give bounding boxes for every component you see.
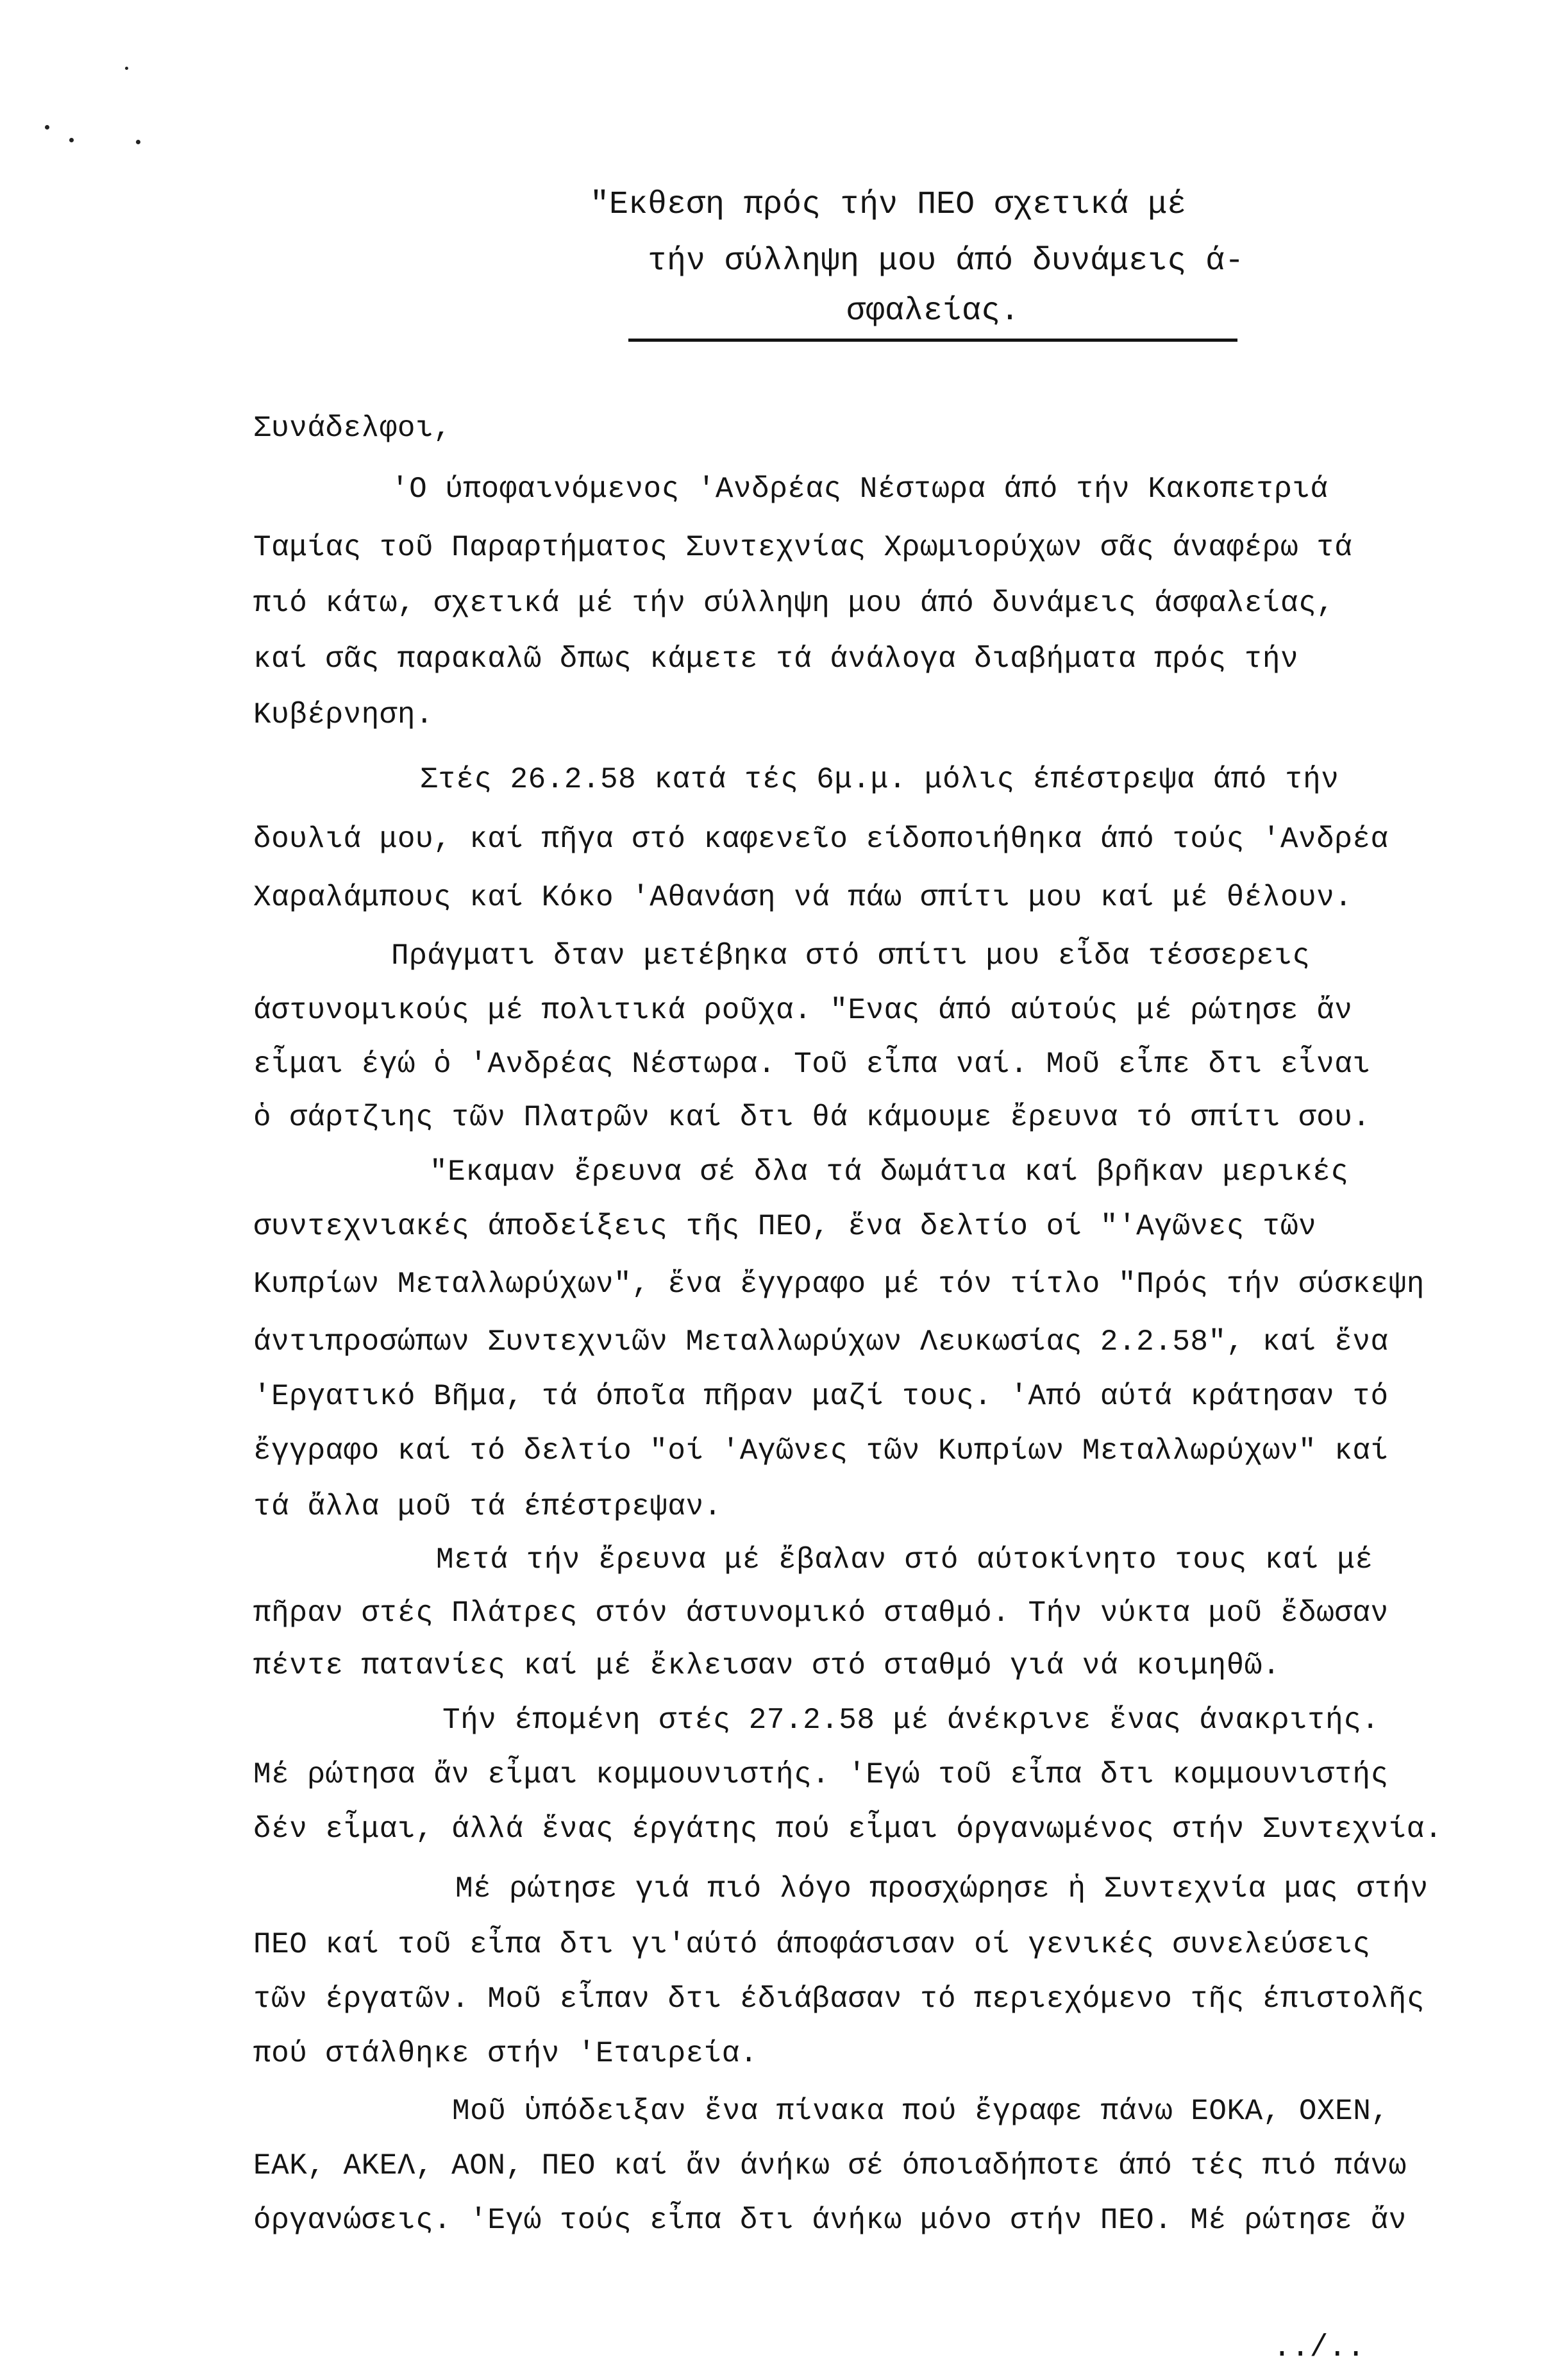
body-line: τῶν έργατῶν. Μοῦ εἶπαν δτι έδιάβασαν τό περιεχόμενο τῆς έπιστολῆς (253, 1982, 1425, 2016)
title-underline (628, 339, 1237, 342)
body-line: εἶμαι έγώ ὁ 'Ανδρέας Νέστωρα. Τοῦ εἶπα ναί. Μοῦ εἶπε δτι εἶναι (253, 1048, 1371, 1081)
body-line: Πράγματι δταν μετέβηκα στό σπίτι μου εἶδα τέσσερεις (391, 939, 1311, 973)
body-line: Κυπρίων Μεταλλωρύχων", ἕνα ἔγγραφο μέ τόν τίτλο "Πρός τήν σύσκεψη (253, 1268, 1425, 1301)
scan-speck (136, 140, 140, 144)
body-line: ὁ σάρτζιης τῶν Πλατρῶν καί δτι θά κάμουμε ἔρευνα τό σπίτι σου. (253, 1101, 1371, 1134)
body-line: άστυνομικούς μέ πολιτικά ροῦχα. "Ενας άπό αύτούς μέ ρώτησε ἄν (253, 994, 1353, 1027)
scan-speck (125, 67, 128, 70)
body-line: Κυβέρνηση. (253, 698, 434, 732)
body-line: Στές 26.2.58 κατά τές 6μ.μ. μόλις έπέστρεψα άπό τήν (420, 763, 1339, 796)
body-line: 'Εργατικό Βῆμα, τά όποῖα πῆραν μαζί τους. 'Από αύτά κράτησαν τό (253, 1380, 1389, 1413)
scan-speck (69, 138, 74, 142)
body-line: Τήν έπομένη στές 27.2.58 μέ άνέκρινε ἕνας άνακριτής. (442, 1704, 1380, 1737)
body-line: πέντε πατανίες καί μέ ἔκλεισαν στό σταθμό γιά νά κοιμηθῶ. (253, 1649, 1280, 1682)
report-title-line-2: τήν σύλληψη μου άπό δυνάμεις ά- (648, 243, 1245, 280)
body-line: δέν εἶμαι, άλλά ἕνας έργάτης πού εἶμαι όργανωμένος στήν Συντεχνία. (253, 1813, 1443, 1846)
body-line: ἔγγραφο καί τό δελτίο "οί 'Αγῶνες τῶν Κυπρίων Μεταλλωρύχων" καί (253, 1434, 1389, 1468)
body-line: Ταμίας τοῦ Παραρτήματος Συντεχνίας Χρωμιορύχων σᾶς άναφέρω τά (253, 531, 1353, 564)
scan-speck (45, 125, 49, 130)
body-line: τά ἄλλα μοῦ τά έπέστρεψαν. (253, 1490, 722, 1523)
body-line: "Εκαμαν ἔρευνα σέ δλα τά δωμάτια καί βρῆκαν μερικές (430, 1155, 1349, 1189)
body-line: πῆραν στές Πλάτρες στόν άστυνομικό σταθμό. Τήν νύκτα μοῦ ἔδωσαν (253, 1596, 1389, 1630)
body-line: 'Ο ύποφαινόμενος 'Ανδρέας Νέστωρα άπό τήν Κακοπετριά (391, 473, 1329, 506)
body-line: συντεχνιακές άποδείξεις τῆς ΠΕΟ, ἕνα δελτίο οί "'Αγῶνες τῶν (253, 1210, 1317, 1243)
salutation: Συνάδελφοι, (253, 412, 452, 445)
body-line: πού στάλθηκε στήν 'Εταιρεία. (253, 2037, 758, 2070)
body-line: Μέ ρώτησε γιά πιό λόγο προσχώρησε ἡ Συντεχνία μας στήν (455, 1872, 1429, 1906)
body-line: όργανώσεις. 'Εγώ τούς εἶπα δτι άνήκω μόνο στήν ΠΕΟ. Μέ ρώτησε ἄν (253, 2204, 1407, 2237)
body-line: ΠΕΟ καί τοῦ εἶπα δτι γι'αύτό άποφάσισαν οί γενικές συνελεύσεις (253, 1928, 1371, 1961)
report-title-line-3: σφαλείας. (846, 293, 1020, 330)
body-line: Μοῦ ὑπόδειξαν ἕνα πίνακα πού ἔγραφε πάνω ΕΟΚΑ, ΟΧΕΝ, (452, 2095, 1389, 2128)
body-line: Μέ ρώτησα ἄν εἶμαι κομμουνιστής. 'Εγώ τοῦ εἶπα δτι κομμουνιστής (253, 1758, 1389, 1791)
report-title-line-1: "Εκθεση πρός τήν ΠΕΟ σχετικά μέ (590, 187, 1187, 223)
body-line: άντιπροσώπων Συντεχνιῶν Μεταλλωρύχων Λευκωσίας 2.2.58", καί ἕνα (253, 1325, 1389, 1359)
body-line: Χαραλάμπους καί Κόκο 'Αθανάση νά πάω σπίτι μου καί μέ θέλουν. (253, 881, 1353, 914)
continuation-mark: ../.. (1273, 2331, 1366, 2365)
body-line: καί σᾶς παρακαλῶ δπως κάμετε τά άνάλογα διαβήματα πρός τήν (253, 642, 1299, 676)
body-line: Μετά τήν ἔρευνα μέ ἔβαλαν στό αύτοκίνητο τους καί μέ (436, 1543, 1373, 1577)
body-line: ΕΑΚ, ΑΚΕΛ, ΑΟΝ, ΠΕΟ καί ἄν άνήκω σέ όποιαδήποτε άπό τές πιό πάνω (253, 2149, 1407, 2183)
body-line: δουλιά μου, καί πῆγα στό καφενεῖο είδοποιήθηκα άπό τούς 'Ανδρέα (253, 823, 1389, 856)
body-line: πιό κάτω, σχετικά μέ τήν σύλληψη μου άπό δυνάμεις άσφαλείας, (253, 587, 1335, 620)
